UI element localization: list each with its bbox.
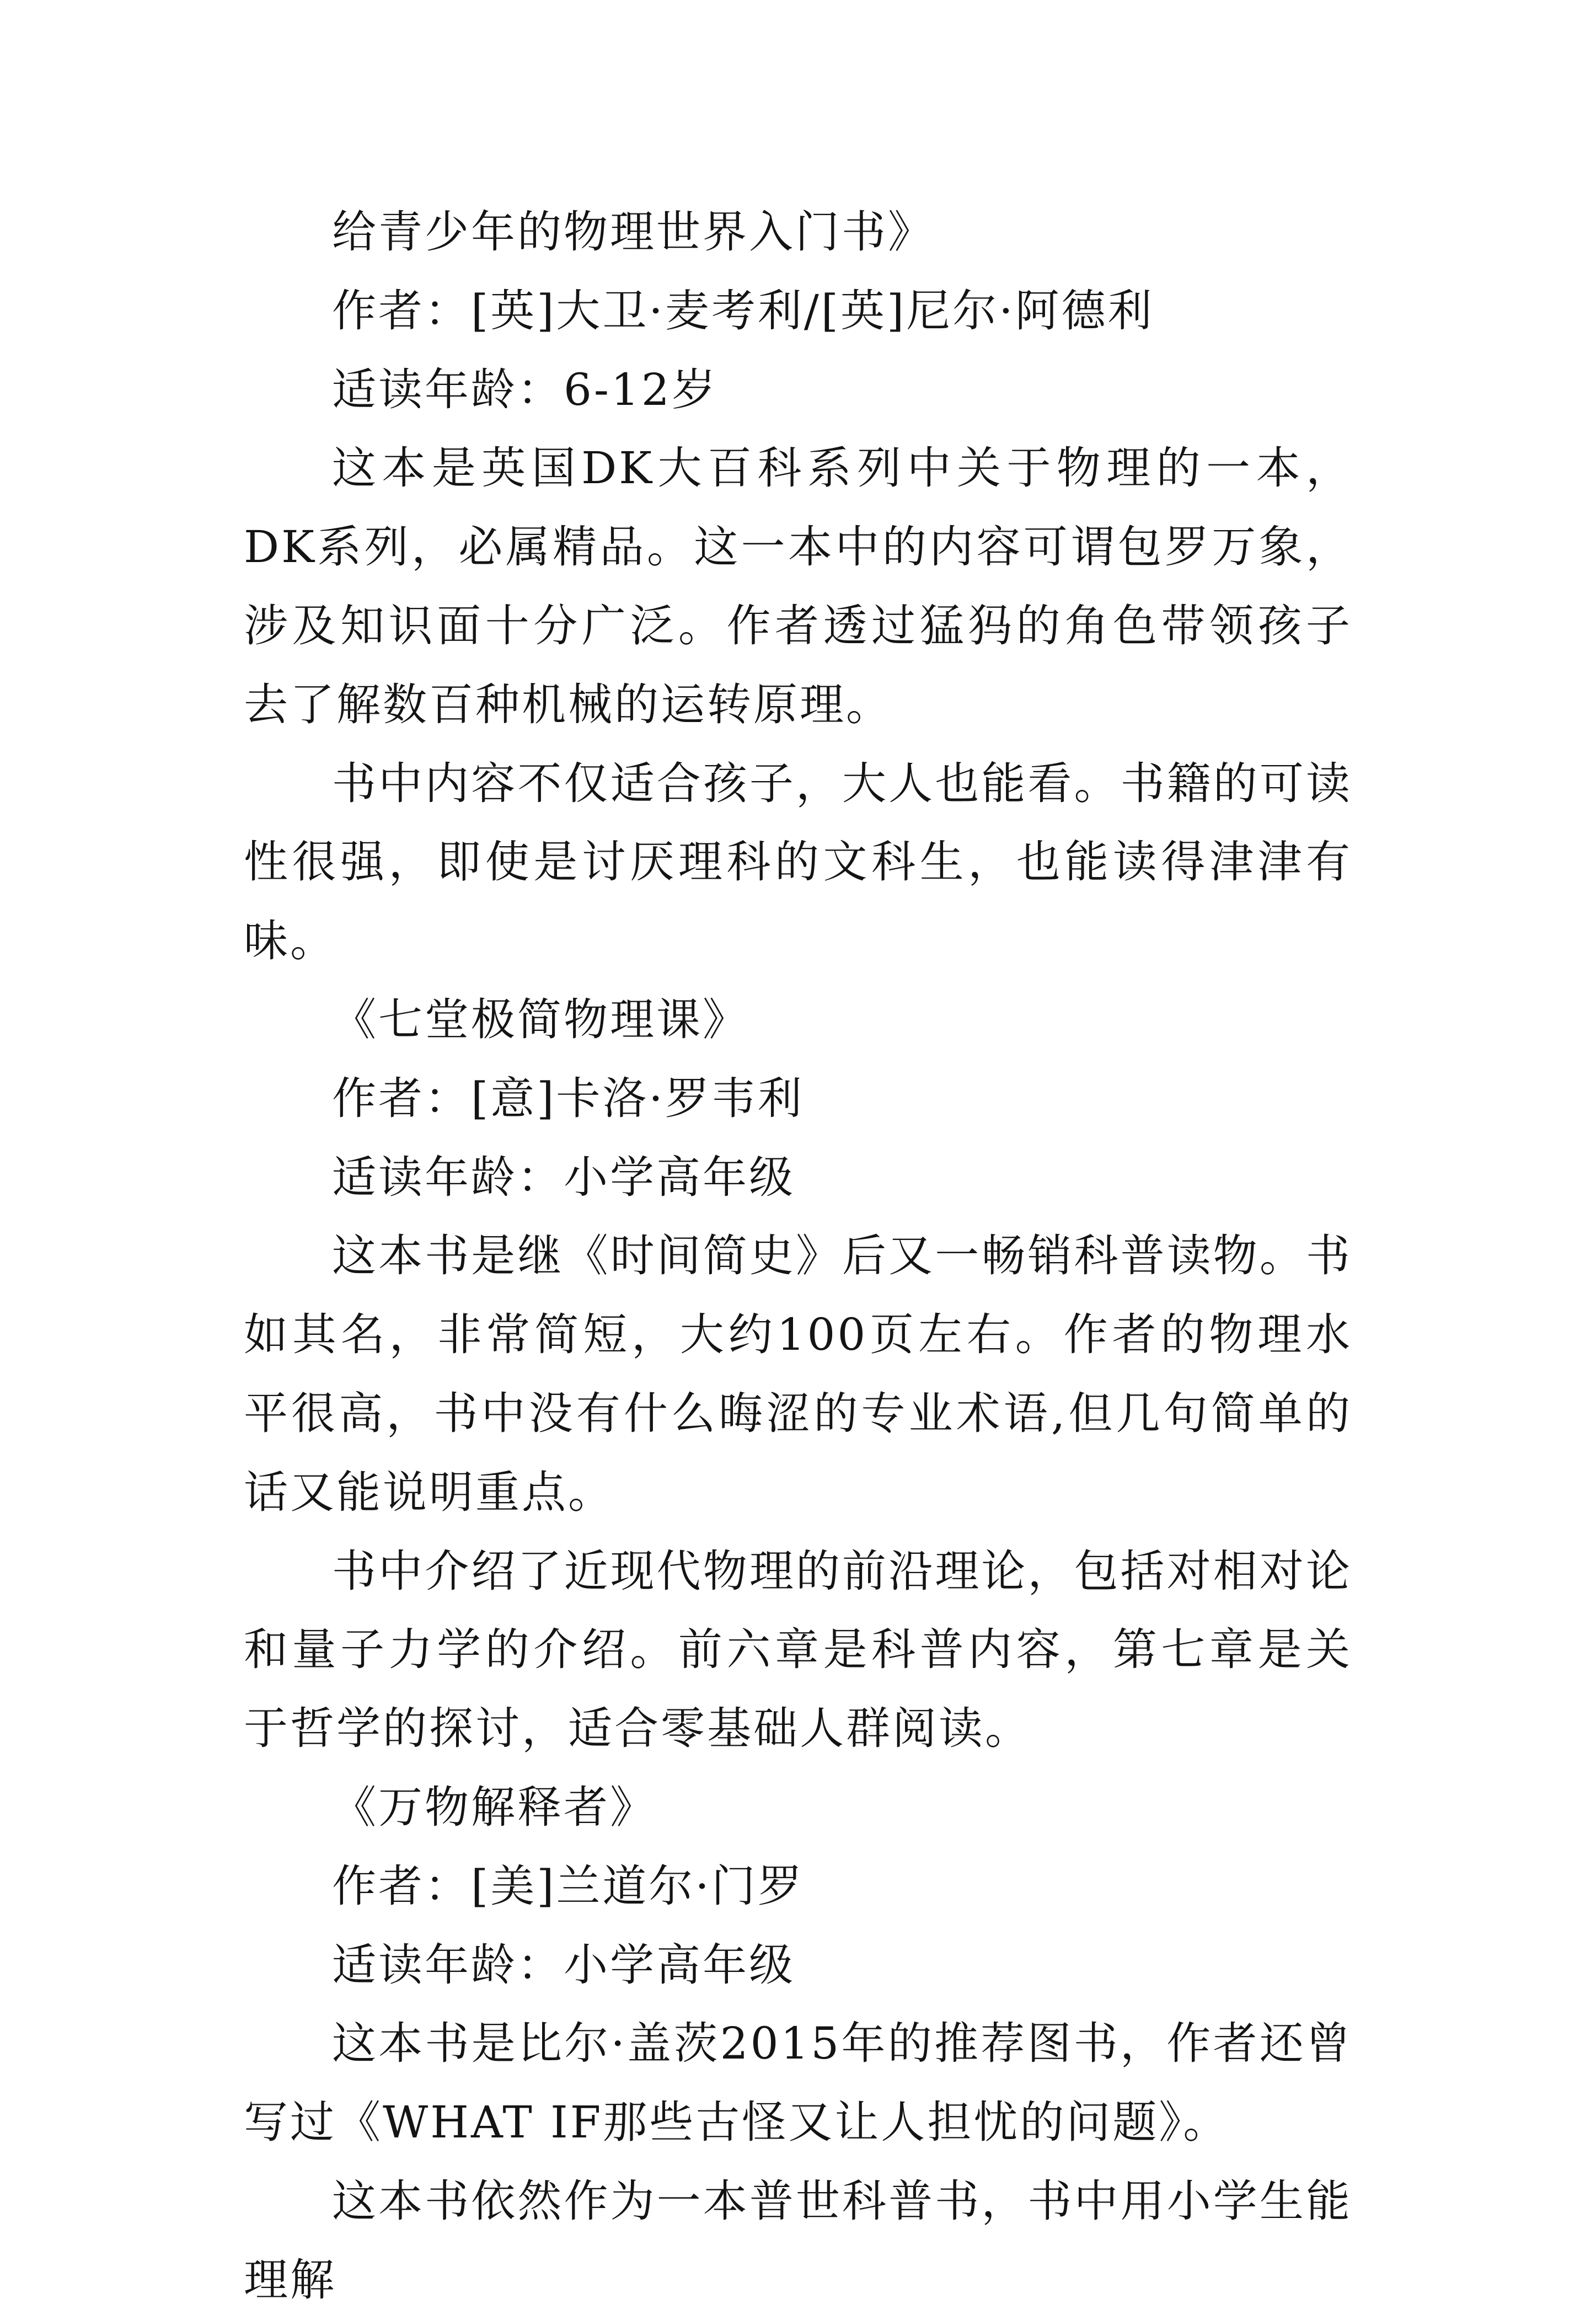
paragraph-description-6: 这本书依然作为一本普世科普书，书中用小学生能理解 bbox=[244, 2175, 1352, 2306]
paragraph-author-1: 作者：[英]大卫·麦考利/[英]尼尔·阿德利 bbox=[332, 285, 1154, 336]
paragraph-book-title-2: 《七堂极简物理课》 bbox=[332, 993, 749, 1045]
document-body bbox=[244, 193, 1352, 2320]
paragraph-description-5: 这本书是比尔·盖茨2015年的推荐图书，作者还曾写过《WHAT IF那些古怪又让人担忧的问题》。 bbox=[244, 2018, 1352, 2148]
paragraph-description-4: 书中介绍了近现代物理的前沿理论，包括对相对论和量子力学的介绍。前六章是科普内容，第七章是关于哲学的探讨，适合零基础人群阅读。 bbox=[244, 1545, 1352, 1755]
paragraph-age-3: 适读年龄：小学高年级 bbox=[332, 1939, 795, 1991]
paragraph-book-title-fragment: 给青少年的物理世界入门书》 bbox=[332, 206, 934, 258]
paragraph-description-2: 书中内容不仅适合孩子，大人也能看。书籍的可读性很强，即使是讨厌理科的文科生，也能读得津津有味。 bbox=[244, 757, 1352, 967]
paragraph-age-2: 适读年龄：小学高年级 bbox=[332, 1151, 795, 1203]
paragraph-description-3: 这本书是继《时间简史》后又一畅销科普读物。书如其名，非常简短，大约100页左右。作者的物理水平很高，书中没有什么晦涩的专业术语,但几句简单的话又能说明重点。 bbox=[244, 1230, 1352, 1518]
paragraph-author-2: 作者：[意]卡洛·罗韦利 bbox=[332, 1072, 804, 1124]
paragraph-book-title-3: 《万物解释者》 bbox=[332, 1781, 656, 1833]
paragraph-author-3: 作者：[美]兰道尔·门罗 bbox=[332, 1860, 804, 1912]
paragraph-age-1: 适读年龄：6-12岁 bbox=[332, 363, 718, 415]
paragraph-description-1: 这本是英国DK大百科系列中关于物理的一本，DK系列，必属精品。这一本中的内容可谓包罗万象，涉及知识面十分广泛。作者透过猛犸的角色带领孩子去了解数百种机械的运转原理。 bbox=[244, 442, 1352, 730]
